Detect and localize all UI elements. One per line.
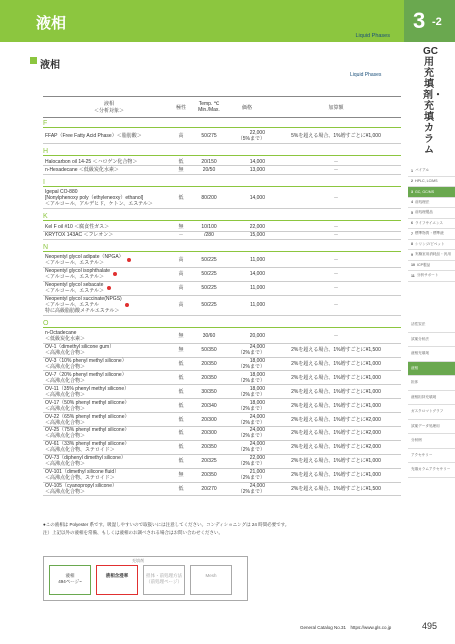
header-temp: Temp. ℃ Min./Max. [198,101,220,113]
table-row [43,232,401,241]
cell-c1-wrap [43,254,173,266]
polyester-marker-icon [107,286,111,290]
nav-number: 11 [411,273,415,278]
header-subtitle: Liquid Phases [355,33,390,39]
table-row [43,268,401,282]
cell-c5: － [333,195,339,202]
cell-c5: 2%を超える場合、1%増すごとに¥1,000 [291,458,381,465]
nav-item-6[interactable] [408,219,455,230]
cell-c4: 24,000 （2%まで） [237,344,265,357]
nav-number: 7 [411,231,413,236]
cell-c1: OV-105（cyanopropyl silicone） ＜高沸点化合物＞ [45,483,117,496]
group-letter: I [43,179,401,187]
nav-label: GC, GC/MS [415,189,435,194]
nav-item-9[interactable] [408,250,455,261]
cell-c2: 低 [178,402,184,409]
cell-c1: OV-73（diphenyl dimethyl silicone） ＜高沸点化合物＞ [45,455,126,468]
cell-c3: 50/225 [201,285,217,292]
cell-c2: 高 [178,133,184,140]
group-letter: H [43,148,401,156]
cell-c4: 24,000 （2%まで） [237,413,265,426]
polyester-marker-icon [127,258,131,262]
table-row [43,427,401,441]
group-letter: O [43,320,401,328]
cell-c2: 高 [178,271,184,278]
cell-c3: 20/350 [201,472,217,479]
section-nav-item[interactable]: 充填カラムアクセサリー [408,463,455,478]
cell-c1: OV-22（65% phenyl methyl silicone） ＜高沸点化合物＞ [45,413,130,426]
cell-c2: － [178,232,184,239]
table-row [43,158,401,167]
cell-c2: 無 [178,167,184,174]
cell-c4: 15,000 [249,232,265,239]
flow-loading-rate: 液相含浸率 [96,565,138,595]
nav-label: ICP製品 [417,262,431,267]
table-row [43,223,401,232]
nav-number: 5 [411,210,413,215]
cell-c1: OV-25（75% phenyl methyl silicone） ＜高沸点化合物＞ [45,427,130,440]
chapter-number: 3 [413,8,426,33]
cell-c4: 11,000 [250,285,265,292]
cell-c2: 低 [178,416,184,423]
polyester-marker-icon [125,303,129,307]
nav-number: 10 [411,263,415,268]
cell-c1: OV-11（35% phenyl methyl silicone） ＜高沸点化合物＞ [45,385,130,398]
cell-c1: OV-17（50% phenyl methyl silicone） ＜高沸点化合物＞ [45,399,130,412]
cell-c1: OV-1（dimethyl silicone gum） ＜高沸点化合物＞ [45,344,115,357]
cell-c5: － [333,257,339,264]
cell-c4: 22,000 [249,223,265,230]
cell-c4: 11,000 [250,302,265,309]
nav-label: 分析サポート [416,273,439,278]
cell-c1: Neopentyl glycol succinate(NPGS) ＜アルコール、エステル 特に高級脂肪酸メチルエステル＞ [45,296,122,315]
cell-c5: － [333,333,339,340]
cell-c5: 2%を超える場合、1%増すごとに¥2,000 [291,430,381,437]
section-nav [408,318,455,478]
cell-c3: 50/225 [201,271,217,278]
nav-item-10[interactable] [408,261,455,272]
cell-c3: 20/350 [201,361,217,368]
nav-label: 標準物質・標準液 [415,231,444,236]
page-number: 495 [422,621,438,631]
table-row [43,413,401,427]
chapter-sub: -2 [432,16,442,28]
cell-c1: Neopentyl glycol adipate（NPGA） ＜アルコール、エステル＞ [45,254,124,267]
nav-item-2[interactable] [408,177,455,188]
cell-c3: /280 [204,232,214,239]
table-header [43,96,401,118]
cell-c3: 50/225 [201,302,217,309]
cell-c4: 14,000 [249,271,265,278]
cell-c4: 14,000 [249,158,265,165]
nav-label: ライフサイエンス [415,220,444,225]
nav-number: 2 [411,179,413,184]
nav-number: 4 [411,200,413,205]
cell-c2: 低 [178,430,184,437]
cell-c3: 20/300 [201,430,217,437]
cell-c4: 24,000 （2%まで） [237,427,265,440]
cell-c1: Igepal CO-880 [Nonylphenoxy poly（ethyleneoxy）ethanol] ＜アルコール、アルデヒド、ケトン、エステル＞ [45,189,153,208]
nav-number: 6 [411,221,413,226]
nav-label: 前処理法 [415,199,430,204]
cell-c1: FFAP（Free Fatty Acid Phase）＜脂肪酸＞ [45,133,142,140]
cell-c4: 24,000 （2%まで） [237,483,265,496]
cell-c3: 20/340 [201,402,217,409]
table-row [43,483,401,497]
section-subtitle: Liquid Phases [350,72,382,78]
nav-item-7[interactable] [408,229,455,240]
cell-c4: 18,000 （2%まで） [237,385,265,398]
table-row [43,130,401,144]
cell-c2: 無 [178,223,184,230]
cell-c1: Neopentyl glycol isophthalate ＜アルコール、エステル＞ [45,268,111,281]
nav-item-11[interactable] [408,271,455,282]
cell-c4: 18,000 （2%まで） [237,399,265,412]
cell-c5: 2%を超える場合、1%増すごとに¥2,000 [291,444,381,451]
section-nav-item[interactable]: 分析例 [408,434,455,449]
cell-c2: 高 [178,302,184,309]
table-row [43,385,401,399]
cell-c3: 20/350 [201,374,217,381]
cell-c2: 低 [178,486,184,493]
nav-label: 前処理製品 [415,210,433,215]
group-table [43,223,401,240]
cell-c5: － [333,223,339,230]
header-phase: 液相 ＜分析対象＞ [93,101,124,114]
flow-liquid-phase[interactable]: 液相 494ページ~ [49,565,91,595]
cell-c3: 20/50 [202,167,216,174]
cell-c4: 22,000 （5%まで） [237,130,265,143]
cell-c1: Neopentyl glycol sebacate ＜アルコール、エステル＞ [45,282,104,295]
table-row [43,189,401,209]
nav-label: シリンジ/ピペット [415,241,445,246]
section-nav-item[interactable]: 液相担持充填剤 [408,391,455,406]
cell-c4: 24,000 （2%まで） [237,441,265,454]
table-row [43,296,401,316]
group-letter: K [43,213,401,221]
table-row [43,469,401,483]
group-table [43,254,401,316]
packing-flow [43,556,248,601]
nav-item-3[interactable] [408,187,455,198]
cell-c3: 20/270 [201,486,217,493]
cell-c4: 11,000 [250,257,265,264]
cell-c3: 20/325 [201,458,217,465]
cell-c3: 80/200 [201,195,217,202]
cell-c1: Kel F oil #10 ＜腐食性ガス＞ [45,223,110,230]
nav-label: バイアル [415,168,430,173]
cell-c2: 高 [178,257,184,264]
nav-number: 8 [411,242,413,247]
vertical-title: GC用充填剤・充填カラム [423,46,443,156]
cell-c4: 21,000 （2%まで） [237,469,265,482]
cell-c3: 30/60 [202,333,216,340]
cell-c3: 20/300 [201,416,217,423]
cell-c1-wrap [43,282,173,294]
group-table [43,189,401,209]
chapter-tab[interactable] [404,0,455,42]
note-2: 注）上記以外の液相を常備、もしくは液相のお調べされる場合はお問い合わせください。 [43,530,223,535]
section-nav-item[interactable]: 液相充填剤 [408,347,455,362]
table-row [43,344,401,358]
table-row [43,399,401,413]
table-row [43,358,401,372]
cell-c5: － [333,167,339,174]
cell-c4: 18,000 （2%まで） [237,358,265,371]
table-row [43,441,401,455]
group-table [43,330,401,497]
cell-c5: 2%を超える場合、1%増すごとに¥1,500 [291,347,381,354]
table-row [43,455,401,469]
cell-c2: 無 [178,347,184,354]
table-row [43,282,401,296]
cell-c2: 低 [178,158,184,165]
header-surcharge: 加算額 [328,104,344,111]
flow-label: 充填剤 [132,558,144,563]
cell-c1: n-Octadecane ＜低級炭化水素＞ [45,330,86,343]
cell-c5: 2%を超える場合、1%増すごとに¥1,000 [291,374,381,381]
header-polarity: 極性 [175,104,186,111]
cell-c5: 2%を超える場合、1%増すごとに¥1,000 [291,388,381,395]
cell-c1-wrap [43,296,173,314]
table-row [43,166,401,175]
cell-c5: － [333,302,339,309]
section-marker [30,57,37,64]
cell-c2: 低 [178,458,184,465]
cell-c3: 50/225 [201,257,217,264]
header-band [0,0,404,42]
polyester-marker-icon [113,272,117,276]
nav-number: 3 [411,189,413,194]
header-price: 価格 [241,104,252,111]
cell-c2: 低 [178,361,184,368]
cell-c5: － [333,158,339,165]
chapter-nav [408,166,455,282]
cell-c1-wrap [43,268,173,280]
nav-number: 9 [411,252,413,257]
cell-c5: 2%を超える場合、1%増すごとに¥1,000 [291,472,381,479]
section-nav-item[interactable]: ガスクロマトグラフ [408,405,455,420]
nav-item-8[interactable] [408,240,455,251]
table-row [43,254,401,268]
cell-c5: 2%を超える場合、1%増すごとに¥1,000 [291,402,381,409]
note-1: ●この液相は Polyester 系です。吸湿しやすいので取扱いには注意してください。コンディショニングは 24 時間必要です。 [43,522,290,527]
cell-c5: － [333,285,339,292]
table-row [43,330,401,344]
flow-mesh[interactable]: Mesh [190,565,232,595]
section-nav-item[interactable]: 試薬分析法 [408,333,455,348]
section-nav-item[interactable]: 担体 [408,376,455,391]
cell-c2: 高 [178,285,184,292]
section-nav-item[interactable]: 試薬データ処理用 [408,420,455,435]
group-letter: N [43,244,401,252]
cell-c5: － [333,271,339,278]
group-table [43,130,401,144]
cell-c4: 18,000 （2%まで） [237,371,265,384]
cell-c4: 13,000 [249,167,265,174]
section-nav-item[interactable]: 液相 [408,362,455,377]
cell-c1: n-Hexadecane ＜低級炭化水素＞ [45,167,119,174]
cell-c4: 20,000 [249,333,265,340]
cell-c5: 2%を超える場合、1%増すごとに¥1,000 [291,361,381,368]
cell-c4: 14,000 [249,195,265,202]
cell-c3: 20/150 [201,158,217,165]
cell-c5: 2%を超える場合、1%増すごとに¥2,000 [291,416,381,423]
nav-item-4[interactable] [408,198,455,209]
cell-c2: 無 [178,472,184,479]
flow-support[interactable]: 担体・前処理方法 （前処理ページ） [143,565,185,595]
cell-c5: － [333,232,339,239]
nav-item-1[interactable] [408,166,455,177]
header-title: 液相 [36,15,67,32]
cell-c2: 低 [178,388,184,395]
cell-c1: OV-101（dimethyl silicone fluid） ＜高沸点化合物、ステロイド＞ [45,469,120,482]
cell-c3: 50/350 [201,347,217,354]
nav-label: 実験室用消耗品・汎用 [415,252,451,257]
nav-number: 1 [411,168,413,173]
cell-c2: 低 [178,444,184,451]
section-nav-item[interactable]: アクセサリー [408,449,455,464]
cell-c3: 20/350 [201,444,217,451]
cell-c1: OV-7（20% phenyl methyl silicone） ＜高沸点化合物＞ [45,371,127,384]
group-table [43,158,401,175]
cell-c1: KRYTOX 143AC ＜フレオン＞ [45,232,114,239]
cell-c1: Halocarbon oil 14-25 ＜ハロゲン化合物＞ [45,158,138,165]
footer-catalog: General Catalog No.31 https://www.gls.co.jp [300,625,392,630]
section-title: 液相 [40,60,60,71]
cell-c2: 無 [178,333,184,340]
cell-c3: 30/350 [201,388,217,395]
section-nav-item[interactable]: 活性炭法 [408,318,455,333]
cell-c5: 2%を超える場合、1%増すごとに¥1,500 [291,486,381,493]
cell-c5: 5%を超える場合、1%増すごとに¥1,000 [291,133,381,140]
cell-c3: 50/275 [201,133,217,140]
cell-c3: 10/100 [201,223,217,230]
cell-c4: 22,000 （2%まで） [237,455,265,468]
nav-label: HPLC, LC/MS [415,179,438,184]
cell-c2: 低 [178,195,184,202]
cell-c2: 低 [178,374,184,381]
table-row [43,371,401,385]
nav-item-5[interactable] [408,208,455,219]
cell-c1: OV-3（10% phenyl methyl silicone） ＜高沸点化合物＞ [45,358,127,371]
cell-c1: OV-61（33% phenyl methyl silicone） ＜高沸点化合物、ステロイド＞ [45,441,130,454]
group-letter: F [43,120,401,128]
